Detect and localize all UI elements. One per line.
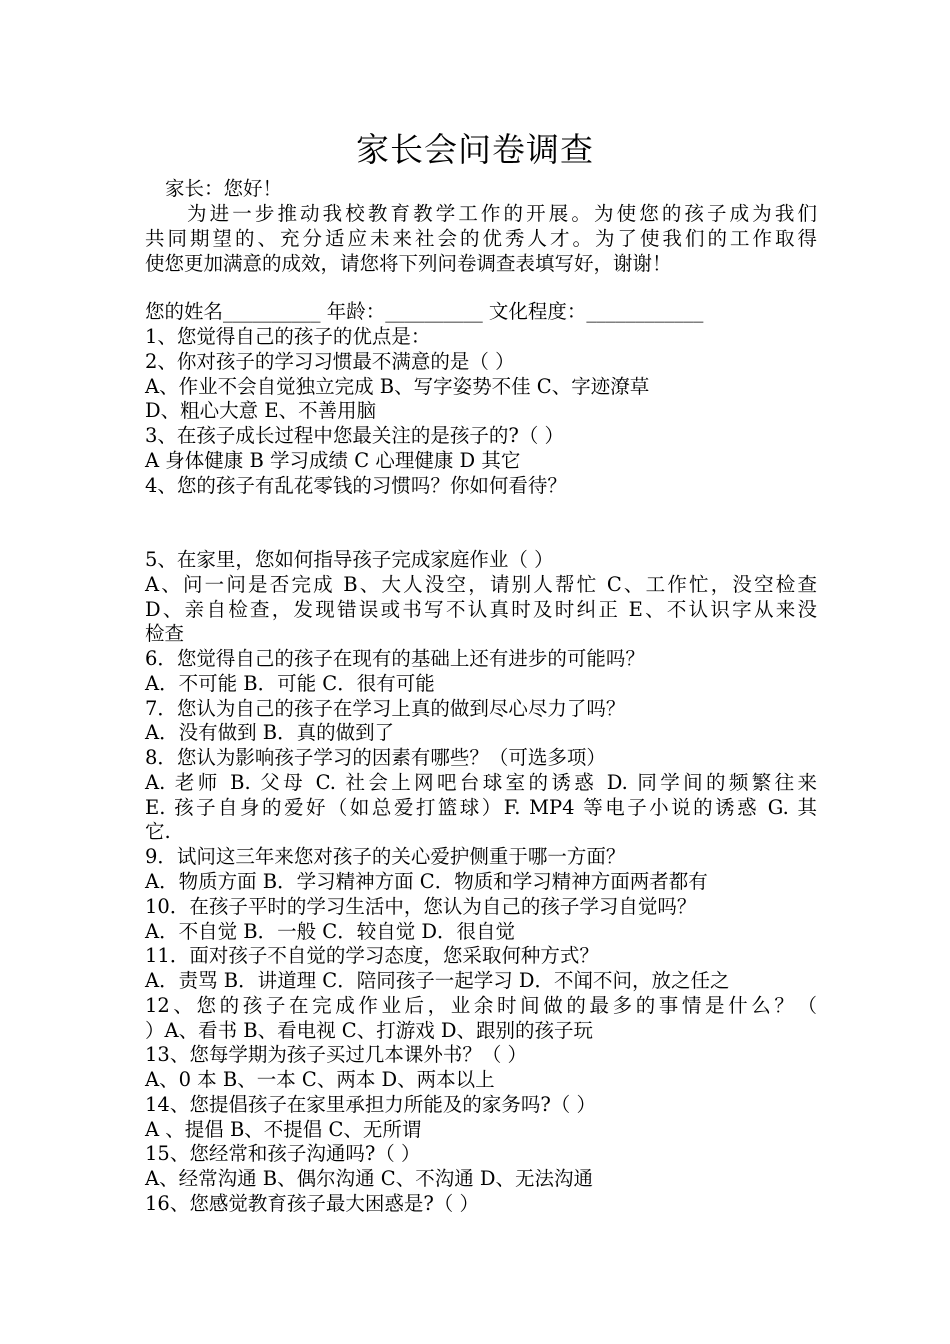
question-line: 10．在孩子平时的学习生活中，您认为自己的孩子学习自觉吗？ — [145, 895, 697, 918]
option-line: D、粗心大意 E、不善用脑 — [145, 399, 377, 422]
option-line: A．没有做到 B．真的做到了 — [145, 721, 395, 744]
question-line: 5、在家里，您如何指导孩子完成家庭作业（ ） — [145, 548, 554, 571]
question-line: 16、您感觉教育孩子最大困惑是?（ ） — [145, 1192, 479, 1215]
option-line: A、作业不会自觉独立完成 B、写字姿势不佳 C、字迹潦草 — [145, 375, 650, 398]
option-line: A．责骂 B．讲道理 C．陪同孩子一起学习 D．不闻不问，放之任之 — [145, 969, 730, 992]
option-line: D、亲自检查，发现错误或书写不认真时及时纠正 E、不认识字从来没 — [145, 598, 817, 621]
option-line: E. 孩子自身的爱好（如总爱打篮球）F. MP4 等电子小说的诱惑 G. 其 — [145, 796, 817, 819]
question-line: 14、您提倡孩子在家里承担力所能及的家务吗?（ ） — [145, 1093, 596, 1116]
option-line: ）A、看书 B、看电视 C、打游戏 D、跟别的孩子玩 — [145, 1019, 594, 1042]
question-line: 7．您认为自己的孩子在学习上真的做到尽心尽力了吗？ — [145, 697, 626, 720]
option-line: 它. — [145, 820, 171, 843]
intro-line: 使您更加满意的成效，请您将下列问卷调查表填写好，谢谢！ — [145, 252, 672, 275]
option-line: A、经常沟通 B、偶尔沟通 C、不沟通 D、无法沟通 — [145, 1167, 594, 1190]
info-line: 您的姓名__________ 年龄：__________ 文化程度：____________ — [145, 300, 704, 323]
question-line: 15、您经常和孩子沟通吗?（ ） — [145, 1142, 421, 1165]
question-line: 6．您觉得自己的孩子在现有的基础上还有进步的可能吗？ — [145, 647, 645, 670]
intro-line: 共同期望的、充分适应未来社会的优秀人才。为了使我们的工作取得 — [145, 227, 817, 250]
question-line: 12、您的孩子在完成作业后，业余时间做的最多的事情是什么？（ — [145, 994, 817, 1017]
page-title: 家长会问卷调查 — [356, 130, 594, 169]
option-line: A 身体健康 B 学习成绩 C 心理健康 D 其它 — [145, 449, 521, 472]
salutation: 家长：您好！ — [165, 177, 283, 200]
option-line: A、0 本 B、一本 C、两本 D、两本以上 — [145, 1068, 495, 1091]
question-line: 2、你对孩子的学习习惯最不满意的是（ ） — [145, 350, 515, 373]
option-line: A. 老师 B. 父母 C. 社会上网吧台球室的诱惑 D. 同学间的频繁往来 — [145, 771, 817, 794]
option-line: A．不可能 B．可能 C．很有可能 — [145, 672, 435, 695]
question-line: 13、您每学期为孩子买过几本课外书？（ ） — [145, 1043, 528, 1066]
question-line: 11．面对孩子不自觉的学习态度，您采取何种方式？ — [145, 944, 599, 967]
question-line: 8．您认为影响孩子学习的因素有哪些？（可选多项） — [145, 746, 606, 769]
option-line: A．物质方面 B．学习精神方面 C．物质和学习精神方面两者都有 — [145, 870, 708, 893]
option-line: A、问一问是否完成 B、大人没空，请别人帮忙 C、工作忙，没空检查 — [145, 573, 817, 596]
intro-line: 为进一步推动我校教育教学工作的开展。为使您的孩子成为我们 — [187, 202, 817, 225]
question-line: 1、您觉得自己的孩子的优点是： — [145, 325, 431, 348]
question-line: 9．试问这三年来您对孩子的关心爱护侧重于哪一方面？ — [145, 845, 626, 868]
question-line: 3、在孩子成长过程中您最关注的是孩子的?（ ） — [145, 424, 565, 447]
option-line: A 、提倡 B、不提倡 C、无所谓 — [145, 1118, 422, 1141]
question-line: 4、您的孩子有乱花零钱的习惯吗？你如何看待？ — [145, 474, 567, 497]
option-line: A．不自觉 B．一般 C．较自觉 D．很自觉 — [145, 920, 516, 943]
option-line: 检查 — [145, 622, 185, 645]
